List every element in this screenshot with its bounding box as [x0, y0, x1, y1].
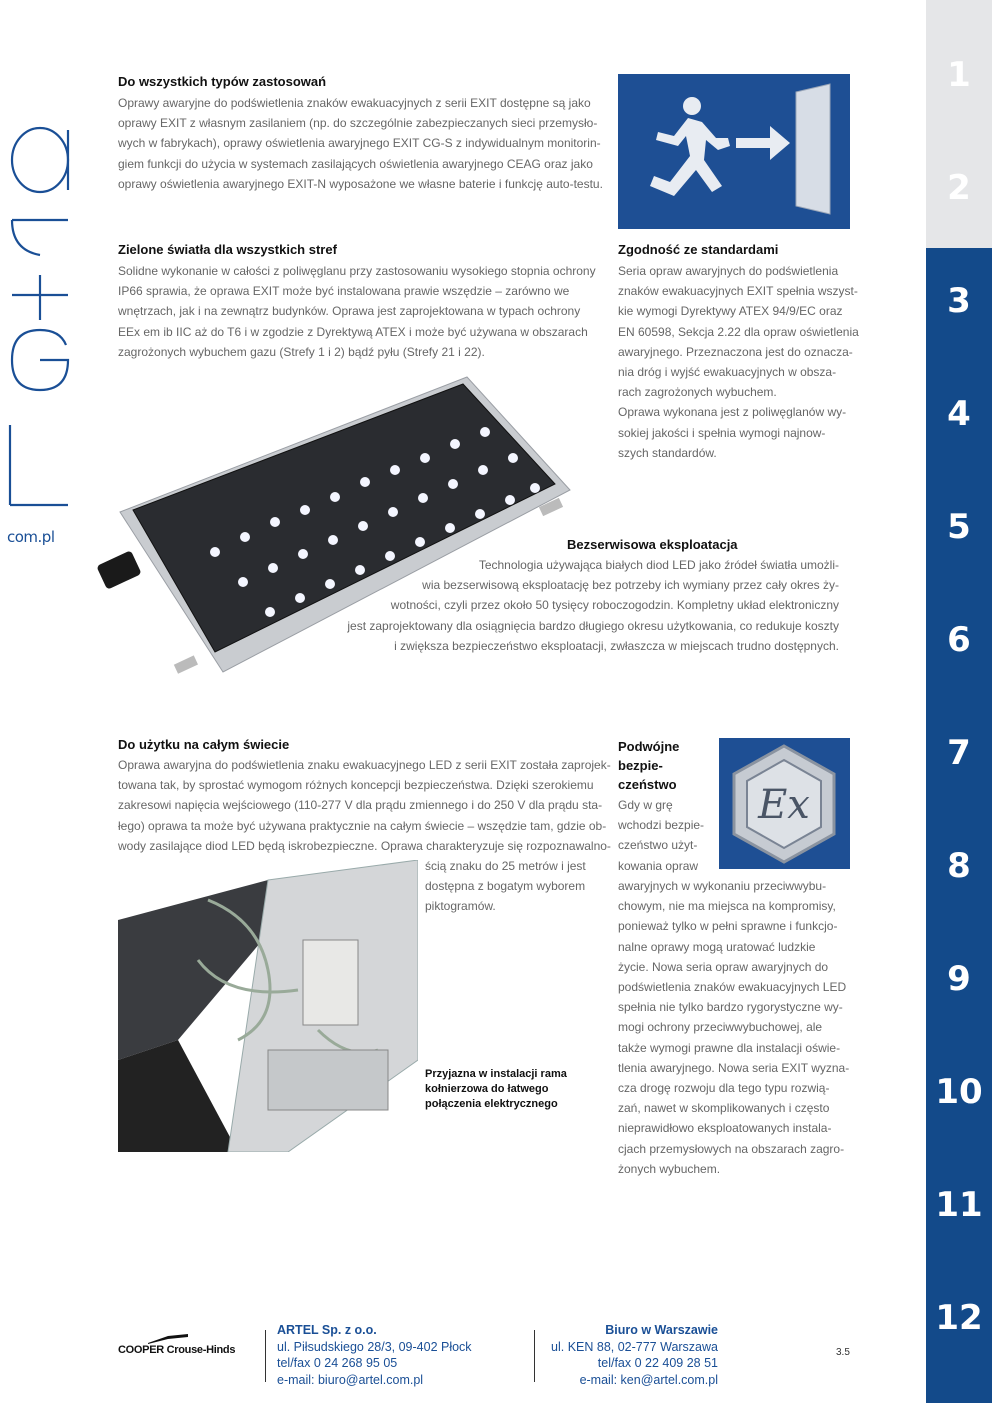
page-number: 3.5 [836, 1347, 850, 1358]
chapter-tab-1[interactable]: 1 [947, 55, 971, 95]
cooper-logo-text: COOPER Crouse-Hinds [118, 1344, 236, 1356]
text-line: mogi ochrony przeciwwybuchowej, ale [618, 1020, 823, 1035]
paragraph-green-lights [118, 261, 596, 362]
text-line: zań, nawet w skomplikowanych i często [618, 1101, 830, 1116]
paragraph-double-safety-short [618, 795, 704, 876]
caption-line: Przyjazna w instalacji rama [425, 1068, 567, 1080]
artel-logo [0, 60, 80, 560]
text-line: zakresowi napięcia wejściowego (110-277 V dla prądu zmiennego i do 250 V dla prądu sta- [118, 798, 603, 813]
chapter-tab-12[interactable]: 12 [935, 1298, 983, 1338]
footer-line: tel/fax 0 24 268 95 05 [277, 1356, 398, 1370]
footer-email-link[interactable]: e-mail: ken@artel.com.pl [579, 1372, 718, 1387]
text-line: piktogramów. [425, 899, 496, 914]
text-line: EEx em ib IIC aż do T6 i w zgodzie z Dyrektywą ATEX i może być używana w obszarach [118, 324, 588, 339]
cooper-logo [118, 1338, 268, 1362]
text-line: łego) oprawa ta może być używana praktycznie na całym świecie – wszędzie tam, gdzie ob- [118, 818, 607, 833]
text-line: wych w fabrykach), oprawy oświetlenia awaryjnego EXIT CG-S z indywidualnym monitorin- [118, 136, 601, 151]
footer-company [277, 1322, 472, 1388]
text-line: sokiej jakości i spełnia wymogi najnow- [618, 425, 826, 440]
text-line: spełnia nie tylko bardzo rygorystyczne wy- [618, 1000, 843, 1015]
text-line: nalne oprawy mogą uratować ludzkie [618, 939, 816, 954]
cooper-logo-mark [148, 1334, 188, 1344]
chapter-tab-11[interactable]: 11 [935, 1185, 983, 1225]
text-line: wnętrzach, jak i na zewnątrz budynków. Oprawa jest zaprojektowana w typach ochrony [118, 304, 581, 319]
text-line: Seria opraw awaryjnych do podświetlenia [618, 264, 839, 278]
text-line: IP66 sprawia, że oprawa EXIT może być instalowana prawie wszędzie – zarówno we [118, 284, 570, 299]
paragraph-worldwide-continued [425, 856, 586, 917]
text-line: wody zasilające diod LED będą iskrobezpieczne. Oprawa charakteryzuje się rozpoznawalno- [118, 838, 611, 853]
text-line: tlenia awaryjnego. Nowa seria EXIT wyzna- [618, 1060, 850, 1075]
ex-symbol: Ex [758, 782, 810, 828]
chapter-tab-9[interactable]: 9 [947, 959, 971, 999]
heading-line: czeństwo [618, 777, 677, 792]
footer-line: ul. Piłsudskiego 28/3, 09-402 Płock [277, 1339, 472, 1354]
paragraph-double-safety [618, 876, 849, 1179]
text-line: kowania opraw [618, 858, 699, 873]
text-line: kie wymogi Dyrektywy ATEX 94/9/EC oraz [618, 304, 843, 319]
text-line: cza drogę rozwoju dla tego typu rozwią- [618, 1081, 830, 1096]
footer-divider [534, 1330, 535, 1382]
text-line: podświetlenia znaków ewakuacyjnych LED [618, 980, 847, 995]
text-line: Solidne wykonanie w całości z poliwęglanu przy zastosowaniu wysokiego stopnia ochrony [118, 264, 596, 278]
paragraph-maintenance-free [347, 555, 839, 656]
footer-line: ul. KEN 88, 02-777 Warszawa [551, 1339, 718, 1354]
text-line: szych standardów. [618, 445, 717, 460]
footer-line: ARTEL Sp. z o.o. [277, 1323, 377, 1337]
heading-standards: Zgodność ze standardami [618, 242, 779, 257]
text-line: zagrożonych wybuchem gazu (Strefy 1 i 2) bądź pyłu (Strefy 21 i 22). [118, 344, 485, 359]
chapter-tab-6[interactable]: 6 [947, 620, 971, 660]
footer-office [551, 1322, 718, 1388]
text-line: ponieważ tylko w pełni sprawne i funkcjo- [618, 919, 838, 934]
text-line: Gdy w grę [618, 798, 673, 812]
heading-green-lights: Zielone światła dla wszystkich stref [118, 242, 337, 257]
text-line: awaryjnych w wykonaniu przeciwwybu- [618, 879, 827, 893]
paragraph-standards [618, 261, 859, 463]
text-line: także wymogi prawne dla instalacji oświe- [618, 1040, 841, 1055]
text-line: Oprawa wykonana jest z poliwęglanów wy- [618, 405, 847, 420]
exit-sign-image [618, 74, 850, 229]
chapter-tab-3[interactable]: 3 [947, 281, 971, 321]
heading-worldwide: Do użytku na całym świecie [118, 737, 290, 752]
paragraph-worldwide [118, 755, 611, 856]
caption-line: połączenia elektrycznego [425, 1098, 558, 1110]
open-housing-image [118, 860, 418, 1152]
footer-email-link[interactable]: e-mail: biuro@artel.com.pl [277, 1372, 424, 1387]
text-line: i zwiększa bezpieczeństwo eksploatacji, zwłaszcza w miejscach trudno dostępnych. [394, 638, 839, 653]
text-line: nieprawidłowo eksploatowanych instala- [618, 1121, 832, 1136]
chapter-tab-8[interactable]: 8 [947, 846, 971, 886]
text-line: awaryjnego. Przeznaczona jest do oznacza- [618, 344, 853, 359]
text-line: chowym, nie ma miejsca na kompromisy, [618, 899, 836, 914]
text-line: Oprawa awaryjna do podświetlenia znaku ewakuacyjnego LED z serii EXIT została zaprojek- [118, 758, 611, 772]
text-line: wia bezserwisową eksploatację bez potrzeby ich wymiany przez cały okres ży- [422, 578, 839, 593]
ex-certification-image [719, 738, 850, 869]
text-line: cjach przemysłowych na obszarach zagro- [618, 1141, 845, 1156]
text-line: towana tak, by sprostać wymogom różnych koncepcji bezpieczeństwa. Dzięki szerokiemu [118, 778, 594, 793]
heading-line: Podwójne [618, 739, 680, 754]
text-line: życie. Nowa seria opraw awaryjnych do [618, 959, 829, 974]
artel-domain: com.pl [7, 528, 55, 546]
caption-line: kołnierzowa do łatwego [425, 1083, 549, 1095]
text-line: wchodzi bezpie- [618, 818, 705, 833]
footer-line: Biuro w Warszawie [605, 1323, 718, 1337]
heading-maintenance-free: Bezserwisowa eksploatacja [567, 537, 738, 552]
image-caption [425, 1067, 567, 1112]
heading-double-safety [618, 737, 679, 794]
text-line: EN 60598, Sekcja 2.22 dla opraw oświetlenia [618, 324, 859, 339]
chapter-tab-4[interactable]: 4 [947, 394, 971, 434]
heading-all-applications: Do wszystkich typów zastosowań [118, 74, 327, 89]
text-line: jest zaprojektowany dla osiągnięcia bardzo długiego okresu użytkowania, co redukuje koszty [347, 618, 839, 633]
chapter-tab-2[interactable]: 2 [947, 168, 971, 208]
text-line: czeństwo użyt- [618, 838, 698, 853]
footer-divider [265, 1330, 266, 1382]
text-line: dostępna z bogatym wyborem [425, 879, 586, 894]
text-line: giem funkcji do użycia w systemach zasilających oświetlenia awaryjnego CEAG oraz jako [118, 156, 593, 171]
footer-line: tel/fax 0 22 409 28 51 [597, 1356, 718, 1370]
text-line: Oprawy awaryjne do podświetlenia znaków ewakuacyjnych z serii EXIT dostępne są jako [118, 96, 591, 110]
text-line: Technologia używająca białych diod LED jako źródeł światła umożli- [478, 558, 839, 572]
chapter-tab-5[interactable]: 5 [947, 507, 971, 547]
paragraph-all-applications [118, 93, 603, 194]
text-line: znaków ewakuacyjnych EXIT spełnia wszyst- [618, 284, 858, 299]
text-line: ścią znaku do 25 metrów i jest [425, 859, 586, 873]
chapter-tab-bar-inactive [926, 0, 992, 248]
text-line: oprawy oświetlenia awaryjnego EXIT-N wyposażone we własne baterie i funkcję auto-testu. [118, 176, 603, 191]
text-line: nia dróg i wyjść ewakuacyjnych w obsza- [618, 365, 837, 380]
chapter-tab-10[interactable]: 10 [935, 1072, 983, 1112]
text-line: wotności, czyli przez około 50 tysięcy roboczogodzin. Kompletny układ elektroniczny [390, 598, 839, 613]
chapter-tab-7[interactable]: 7 [947, 733, 971, 773]
text-line: rach zagrożonych wybuchem. [618, 385, 777, 400]
text-line: żonych wybuchem. [618, 1161, 721, 1176]
heading-line: bezpie- [618, 758, 663, 773]
text-line: oprawy EXIT z własnym zasilaniem (np. do szczególnie zabezpieczanych sieci przemysło- [118, 116, 598, 131]
